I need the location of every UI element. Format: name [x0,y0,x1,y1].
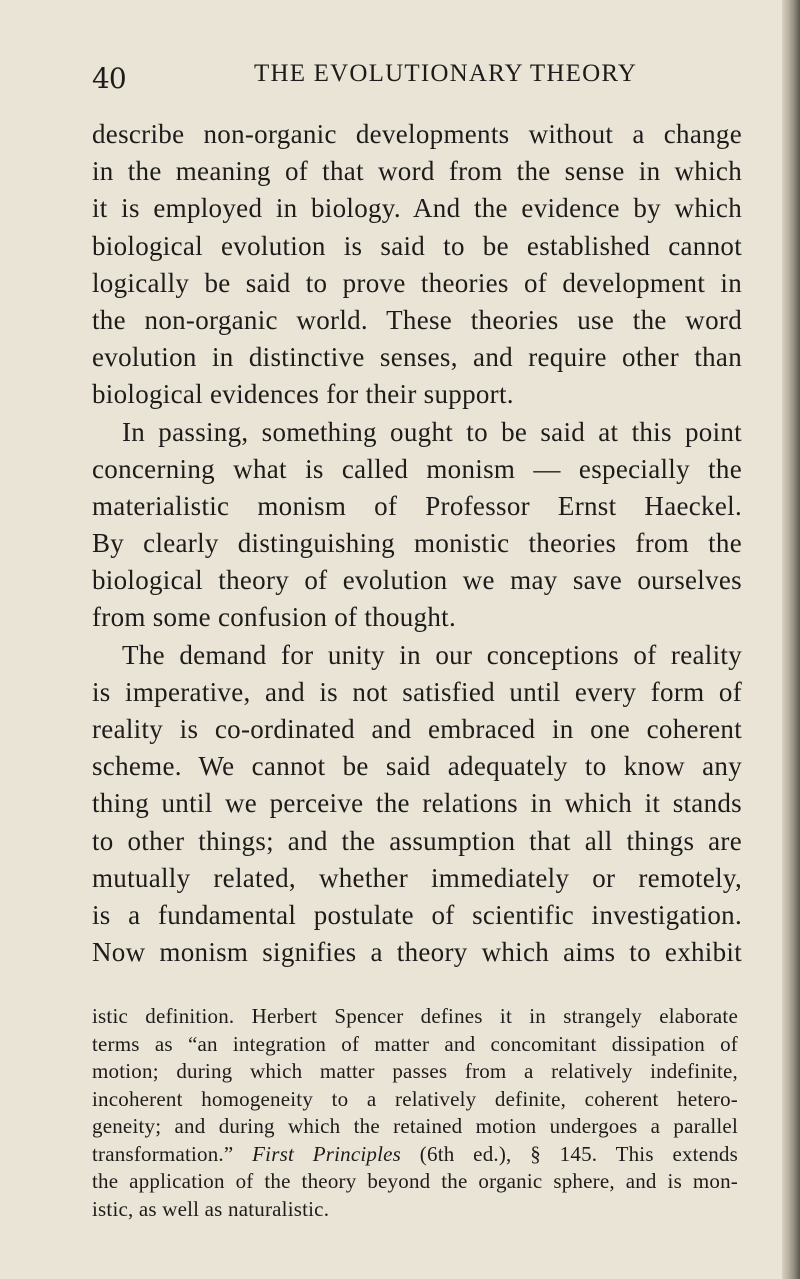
body-line: By clearly distinguishing monistic theories from the [92,528,742,559]
body-line: thing until we perceive the relations in which it stands [92,788,742,819]
body-line: is imperative, and is not satisfied until every form of [92,676,742,707]
footnote-line: istic definition. Herbert Spencer defines it in strangely elaborate [92,1004,738,1028]
body-line: biological theory of evolution we may save ourselves [92,565,742,596]
running-title: THE EVOLUTIONARY THEORY [254,60,638,87]
body-line: The demand for unity in our conceptions of reality [122,639,742,670]
body-line: logically be said to prove theories of development in [92,267,742,298]
footnote-line: geneity; and during which the retained motion undergoes a parallel [92,1114,738,1138]
footnote-text: (6th ed.), § 145. This extends [401,1141,739,1166]
body-line: from some confusion of thought. [92,602,457,633]
body-line: is a fundamental postulate of scientific investigation. [92,899,742,930]
body-line: describe non-organic developments without a change [92,119,742,149]
footnote-line: istic, as well as naturalistic. [92,1196,330,1221]
footnote-text: transformation.” [92,1141,253,1166]
body-line: biological evolution is said to be established cannot [92,230,742,261]
body-line: materialistic monism of Professor Ernst Haeckel. [92,490,742,521]
body-line: scheme. We cannot be said adequately to know any [92,751,742,782]
footnote-line: the application of the theory beyond the organic sphere, and is mon- [92,1169,738,1193]
body-line: reality is co-ordinated and embraced in one coherent [92,714,742,744]
body-line: in the meaning of that word from the sense in which [92,156,742,187]
body-line: it is employed in biology. And the evidence by which [92,193,742,224]
footnote-line-citation [92,1141,738,1169]
body-line: biological evidences for their support. [92,379,514,410]
body-line: evolution in distinctive senses, and require other than [92,342,742,373]
footnote-line: terms as “an integration of matter and concomitant dissipation of [92,1031,738,1056]
running-head [92,56,732,96]
footnote-line: motion; during which matter passes from a relatively indefinite, [92,1059,738,1083]
page-number: 40 [92,62,126,95]
body-line: concerning what is called monism — especially the [92,453,742,484]
body-text [92,116,742,971]
page-edge-shadow [782,0,800,1279]
body-line: In passing, something ought to be said at this point [122,416,742,447]
footnote [92,1003,738,1223]
footnote-line: incoherent homogeneity to a relatively definite, coherent hetero- [92,1086,738,1111]
body-line: Now monism signifies a theory which aims to exhibit [92,937,742,968]
body-line: mutually related, whether immediately or remotely, [92,862,742,893]
body-line: to other things; and the assumption that all things are [92,825,742,856]
book-title: First Principles [252,1141,402,1166]
body-line: the non-organic world. These theories use the word [92,304,742,335]
